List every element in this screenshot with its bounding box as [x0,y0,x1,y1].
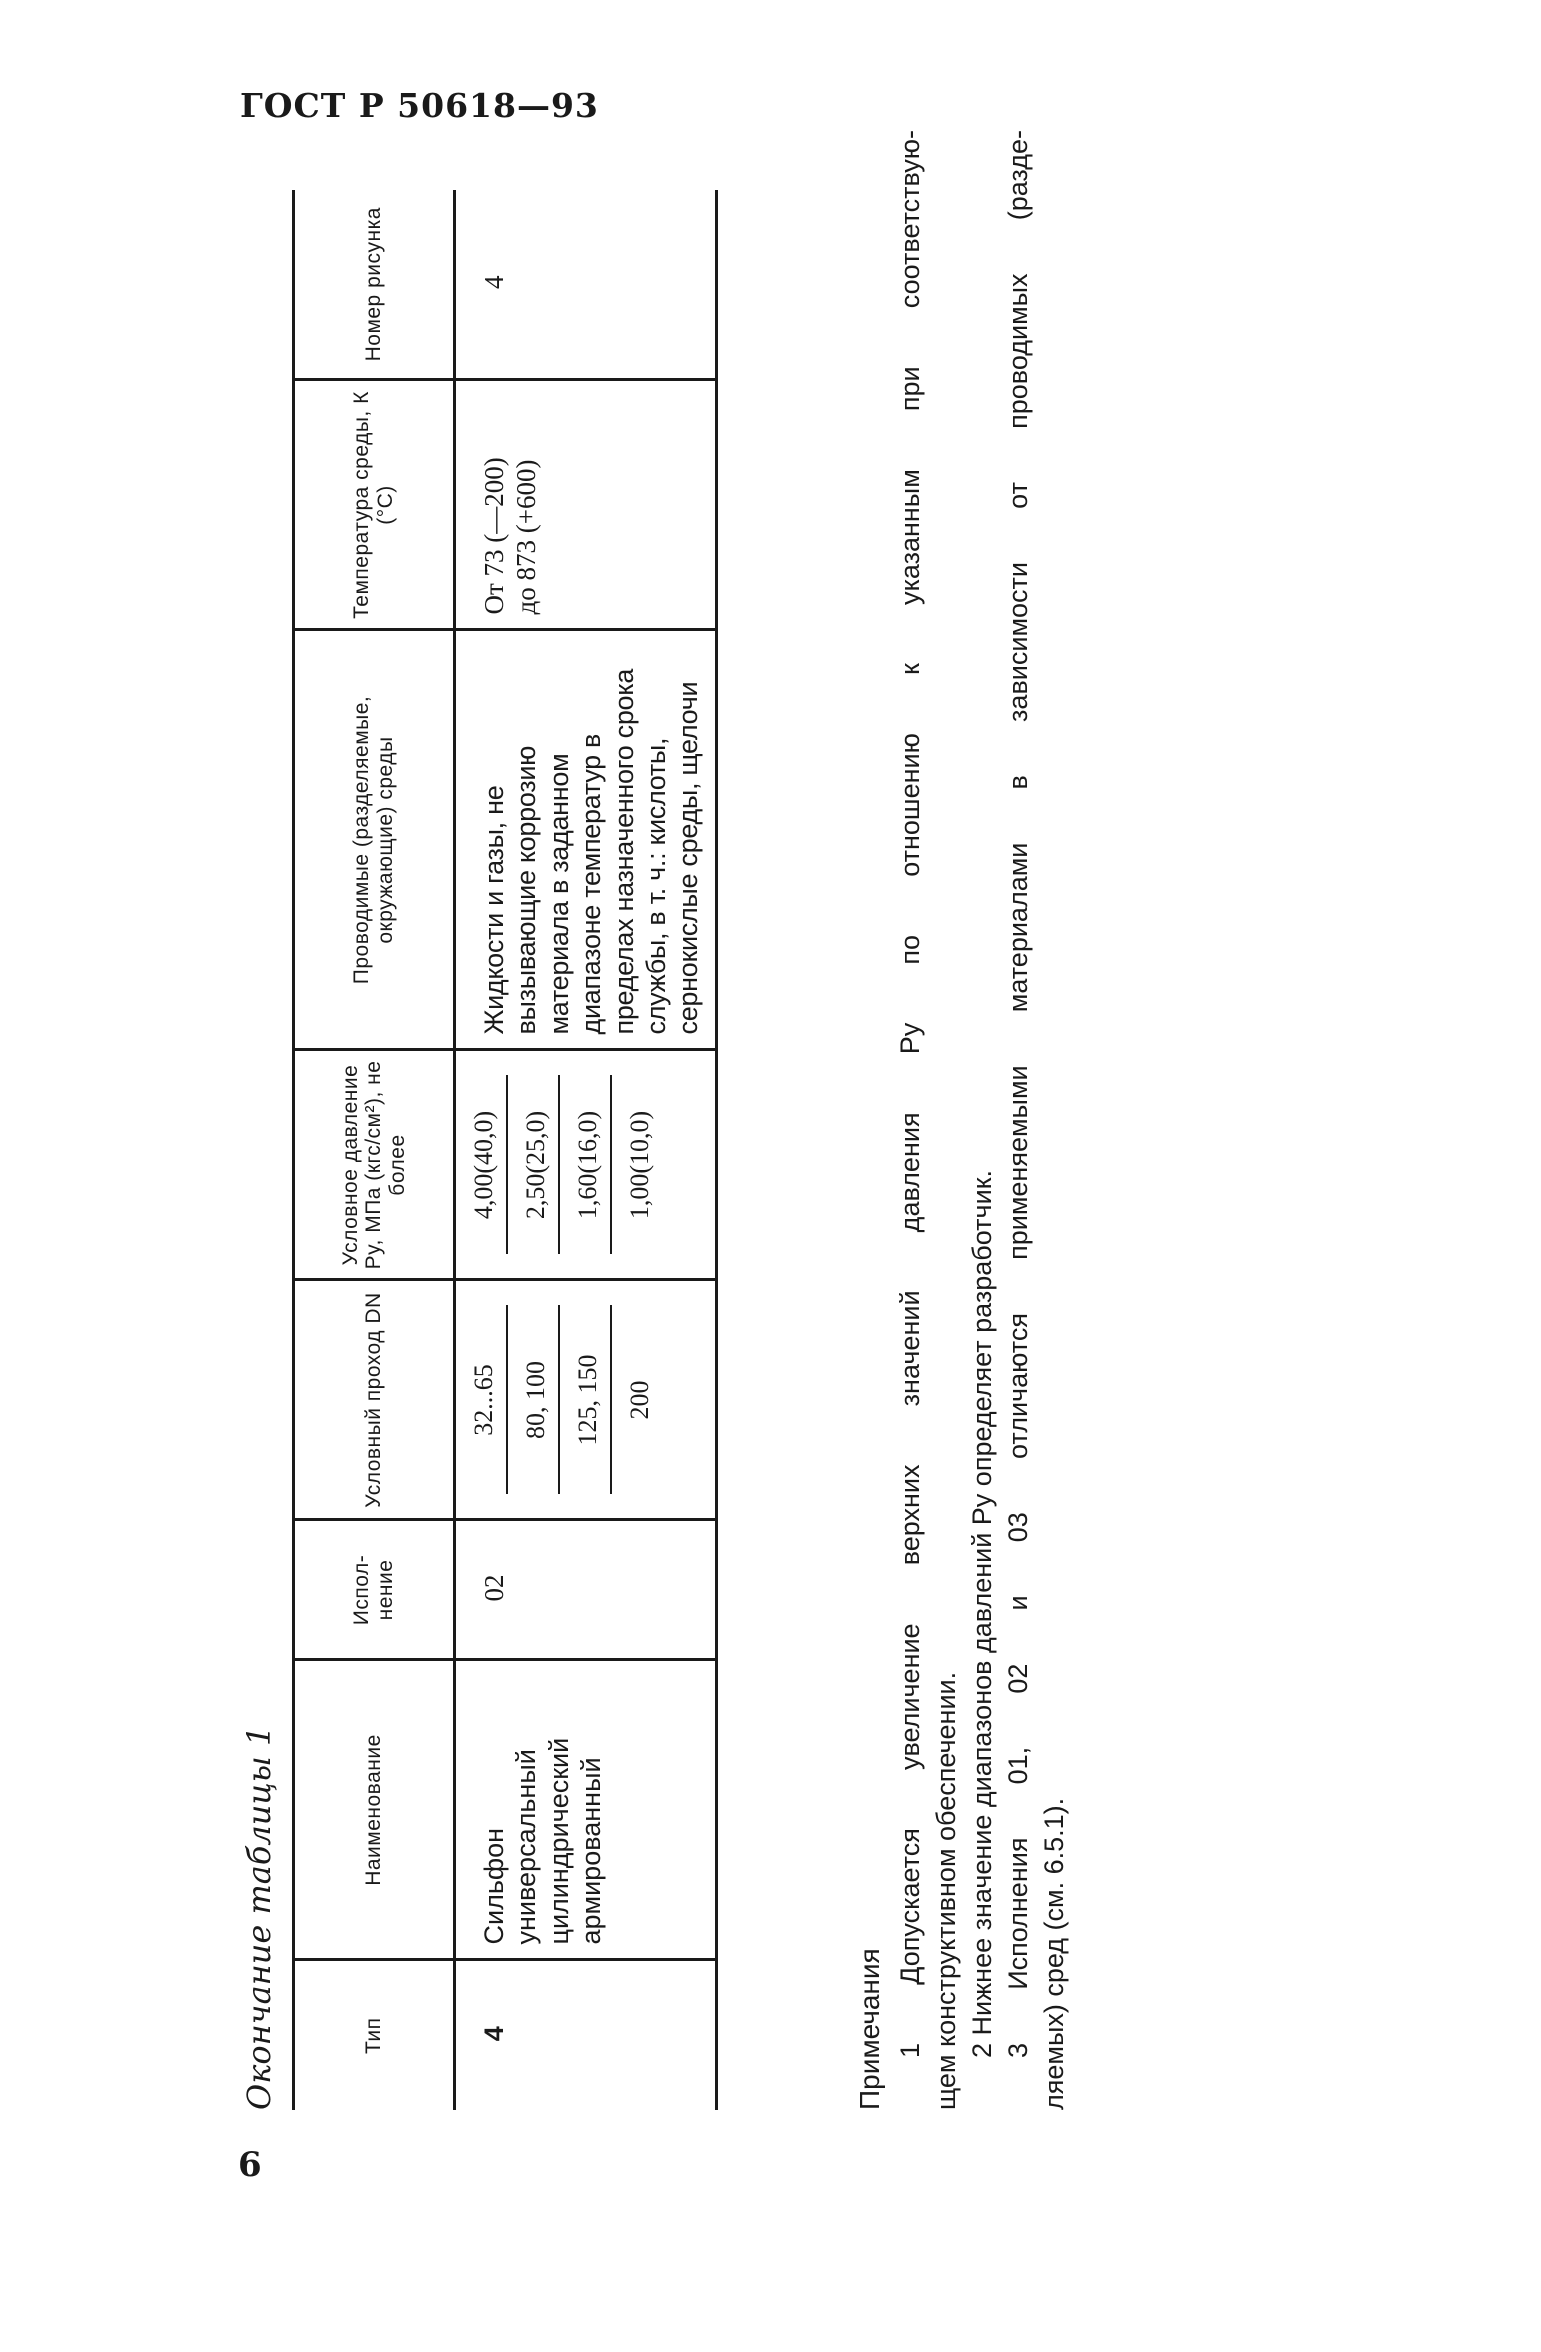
pressure-value: 2,50(25,0) [508,1076,560,1255]
notes-title: Примечания [854,1948,885,2110]
note-3-line-2: ляемых) сред (см. 6.5.1). [1039,1797,1069,2110]
dn-value: 125, 150 [560,1306,612,1495]
cell-media: Жидкости и газы, не вызывающие коррозию материала в заданном диапазоне температур в пределах назначенного срока службы, в т. ч.: кислоты, сернокислые среды, щелочи [455,630,717,1050]
table-caption: Окончание таблицы 1 [240,1725,278,2110]
cell-name: Сильфон универсальный цилиндрический армированный [455,1660,717,1960]
document-header: ГОСТ Р 50618—93 [240,86,599,125]
cell-type: 4 [455,1960,717,2110]
temperature-line: до 873 (+600) [511,459,542,615]
cell-pressure [455,1050,717,1280]
note-2: 2 Нижнее значение диапазонов давлений Рy определяет разработчик. [967,1170,997,2058]
dn-value: 200 [625,1380,654,1420]
header-pressure: Условное давление Рy, МПа (кгс/см²), не более [294,1050,455,1280]
data-table [292,190,718,2110]
table-row [455,190,717,2110]
cell-execution: 02 [455,1520,717,1660]
dn-value: 32...65 [456,1306,508,1495]
header-temperature: Температура среды, К (°С) [294,380,455,630]
notes-section [852,130,1072,2110]
note-3-line-1: 3 Исполнения 01, 02 и 03 отличаются применяемыми материалами в зависимости от проводимых (разде- [1003,130,1033,2058]
header-dn: Условный проход DN [294,1280,455,1520]
note-1-line-1: 1 Допускается увеличение верхних значений давления Рy по отношению к указанным при соответствую- [895,130,925,2058]
header-media: Проводимые (разделяемые, окружающие) среды [294,630,455,1050]
temperature-line: От 73 (—200) [479,457,509,615]
pressure-value: 1,60(16,0) [560,1076,612,1255]
cell-dn [455,1280,717,1520]
note-1-line-2: щем конструктивном обеспечении. [931,1671,961,2110]
cell-figure: 4 [455,190,717,380]
pressure-value: 1,00(10,0) [625,1110,654,1220]
dn-value: 80, 100 [508,1306,560,1495]
table-header-row [294,190,455,2110]
header-figure: Номер рисунка [294,190,455,380]
cell-temperature [455,380,717,630]
pressure-value: 4,00(40,0) [456,1076,508,1255]
header-type: Тип [294,1960,455,2110]
header-name: Наименование [294,1660,455,1960]
page-number: 6 [238,2145,262,2185]
rotated-content [240,90,1240,2110]
header-execution: Испол-нение [294,1520,455,1660]
